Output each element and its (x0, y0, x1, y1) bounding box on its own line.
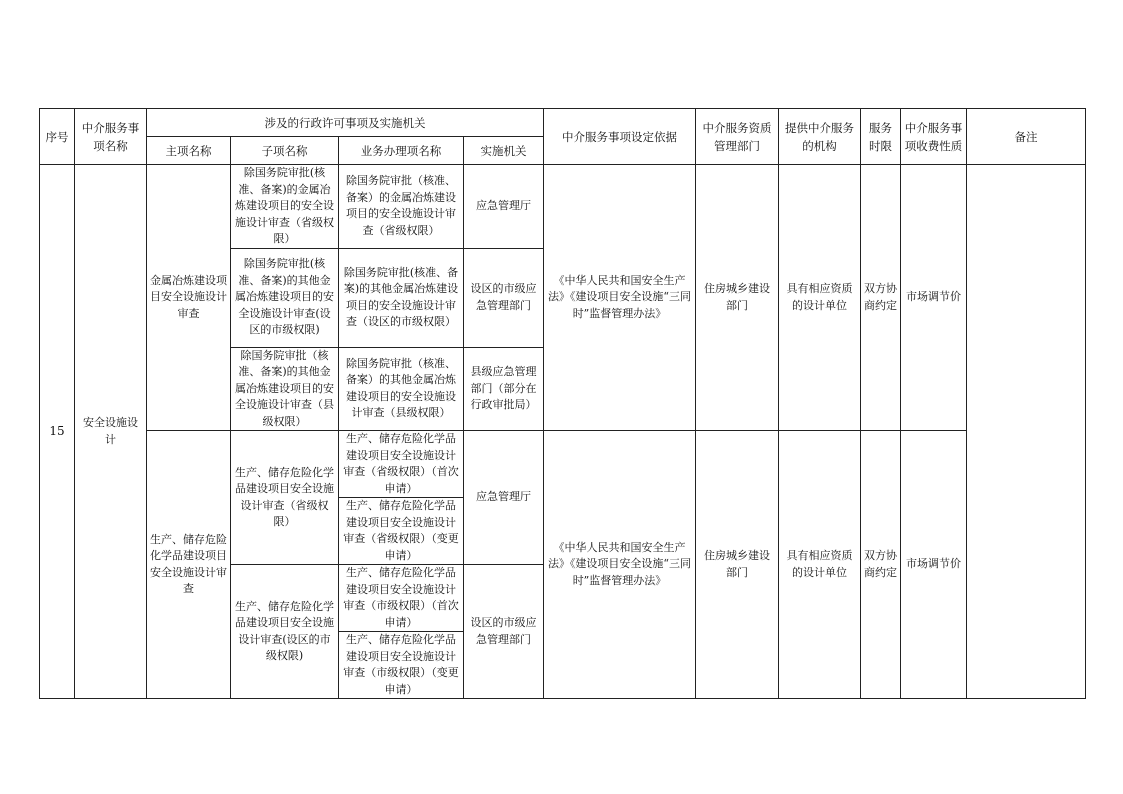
business-item-cell: 除国务院审批（核准、备案）的其他金属冶炼建设项目的安全设施设计审查（县级权限） (339, 347, 464, 431)
header-admin-permit-group: 涉及的行政许可事项及实施机关 (147, 109, 544, 137)
header-service-name: 中介服务事项名称 (75, 109, 147, 165)
agency-cell: 应急管理厅 (464, 431, 544, 565)
service-items-table (39, 108, 1086, 699)
header-business-item: 业务办理项名称 (339, 137, 464, 165)
qualification-dept-cell: 住房城乡建设部门 (696, 165, 779, 431)
time-limit-cell: 双方协商约定 (861, 165, 901, 431)
agency-cell: 设区的市级应急管理部门 (464, 565, 544, 699)
basis-cell: 《中华人民共和国安全生产法》《建设项目安全设施“三同时”监督管理办法》 (544, 431, 696, 699)
agency-cell: 县级应急管理部门（部分在行政审批局） (464, 347, 544, 431)
sub-item-cell: 生产、储存危险化学品建设项目安全设施设计审查(设区的市级权限) (231, 565, 339, 699)
sub-item-cell: 生产、储存危险化学品建设项目安全设施设计审查（省级权限） (231, 431, 339, 565)
header-agency: 实施机关 (464, 137, 544, 165)
provider-cell: 具有相应资质的设计单位 (779, 165, 861, 431)
business-item-cell: 除国务院审批（核准、备案）的金属冶炼建设项目的安全设施设计审查（省级权限） (339, 165, 464, 249)
sub-item-cell: 除国务院审批(核准、备案)的其他金属冶炼建设项目的安全设施设计审查(设区的市级权限) (231, 248, 339, 347)
agency-cell: 设区的市级应急管理部门 (464, 248, 544, 347)
business-item-cell: 生产、储存危险化学品建设项目安全设施设计审查（省级权限）（变更申请） (339, 498, 464, 565)
provider-cell: 具有相应资质的设计单位 (779, 431, 861, 699)
header-sub-item: 子项名称 (231, 137, 339, 165)
header-remarks: 备注 (967, 109, 1086, 165)
business-item-cell: 生产、储存危险化学品建设项目安全设施设计审查（市级权限）（变更申请） (339, 632, 464, 699)
seq-cell: 15 (40, 165, 75, 699)
business-item-cell: 生产、储存危险化学品建设项目安全设施设计审查（省级权限）（首次申请） (339, 431, 464, 498)
sub-item-cell: 除国务院审批（核准、备案)的其他金属冶炼建设项目的安全设施设计审查（县级权限） (231, 347, 339, 431)
business-item-cell: 生产、储存危险化学品建设项目安全设施设计审查（市级权限）（首次申请） (339, 565, 464, 632)
business-item-cell: 除国务院审批(核准、备案)的其他金属冶炼建设项目的安全设施设计审查（设区的市级权限） (339, 248, 464, 347)
time-limit-cell: 双方协商约定 (861, 431, 901, 699)
basis-cell: 《中华人民共和国安全生产法》《建设项目安全设施“三同时”监督管理办法》 (544, 165, 696, 431)
header-fee-nature: 中介服务事项收费性质 (901, 109, 967, 165)
header-seq: 序号 (40, 109, 75, 165)
service-name-cell: 安全设施设计 (75, 165, 147, 699)
remarks-cell (967, 165, 1086, 699)
header-time-limit: 服务时限 (861, 109, 901, 165)
main-item-cell: 生产、储存危险化学品建设项目安全设施设计审查 (147, 431, 231, 699)
header-qualification-dept: 中介服务资质管理部门 (696, 109, 779, 165)
agency-cell: 应急管理厅 (464, 165, 544, 249)
fee-nature-cell: 市场调节价 (901, 431, 967, 699)
header-provider: 提供中介服务的机构 (779, 109, 861, 165)
header-main-item: 主项名称 (147, 137, 231, 165)
fee-nature-cell: 市场调节价 (901, 165, 967, 431)
header-basis: 中介服务事项设定依据 (544, 109, 696, 165)
main-item-cell: 金属冶炼建设项目安全设施设计审查 (147, 165, 231, 431)
qualification-dept-cell: 住房城乡建设部门 (696, 431, 779, 699)
sub-item-cell: 除国务院审批(核准、备案)的金属冶炼建设项目的安全设施设计审查（省级权限） (231, 165, 339, 249)
